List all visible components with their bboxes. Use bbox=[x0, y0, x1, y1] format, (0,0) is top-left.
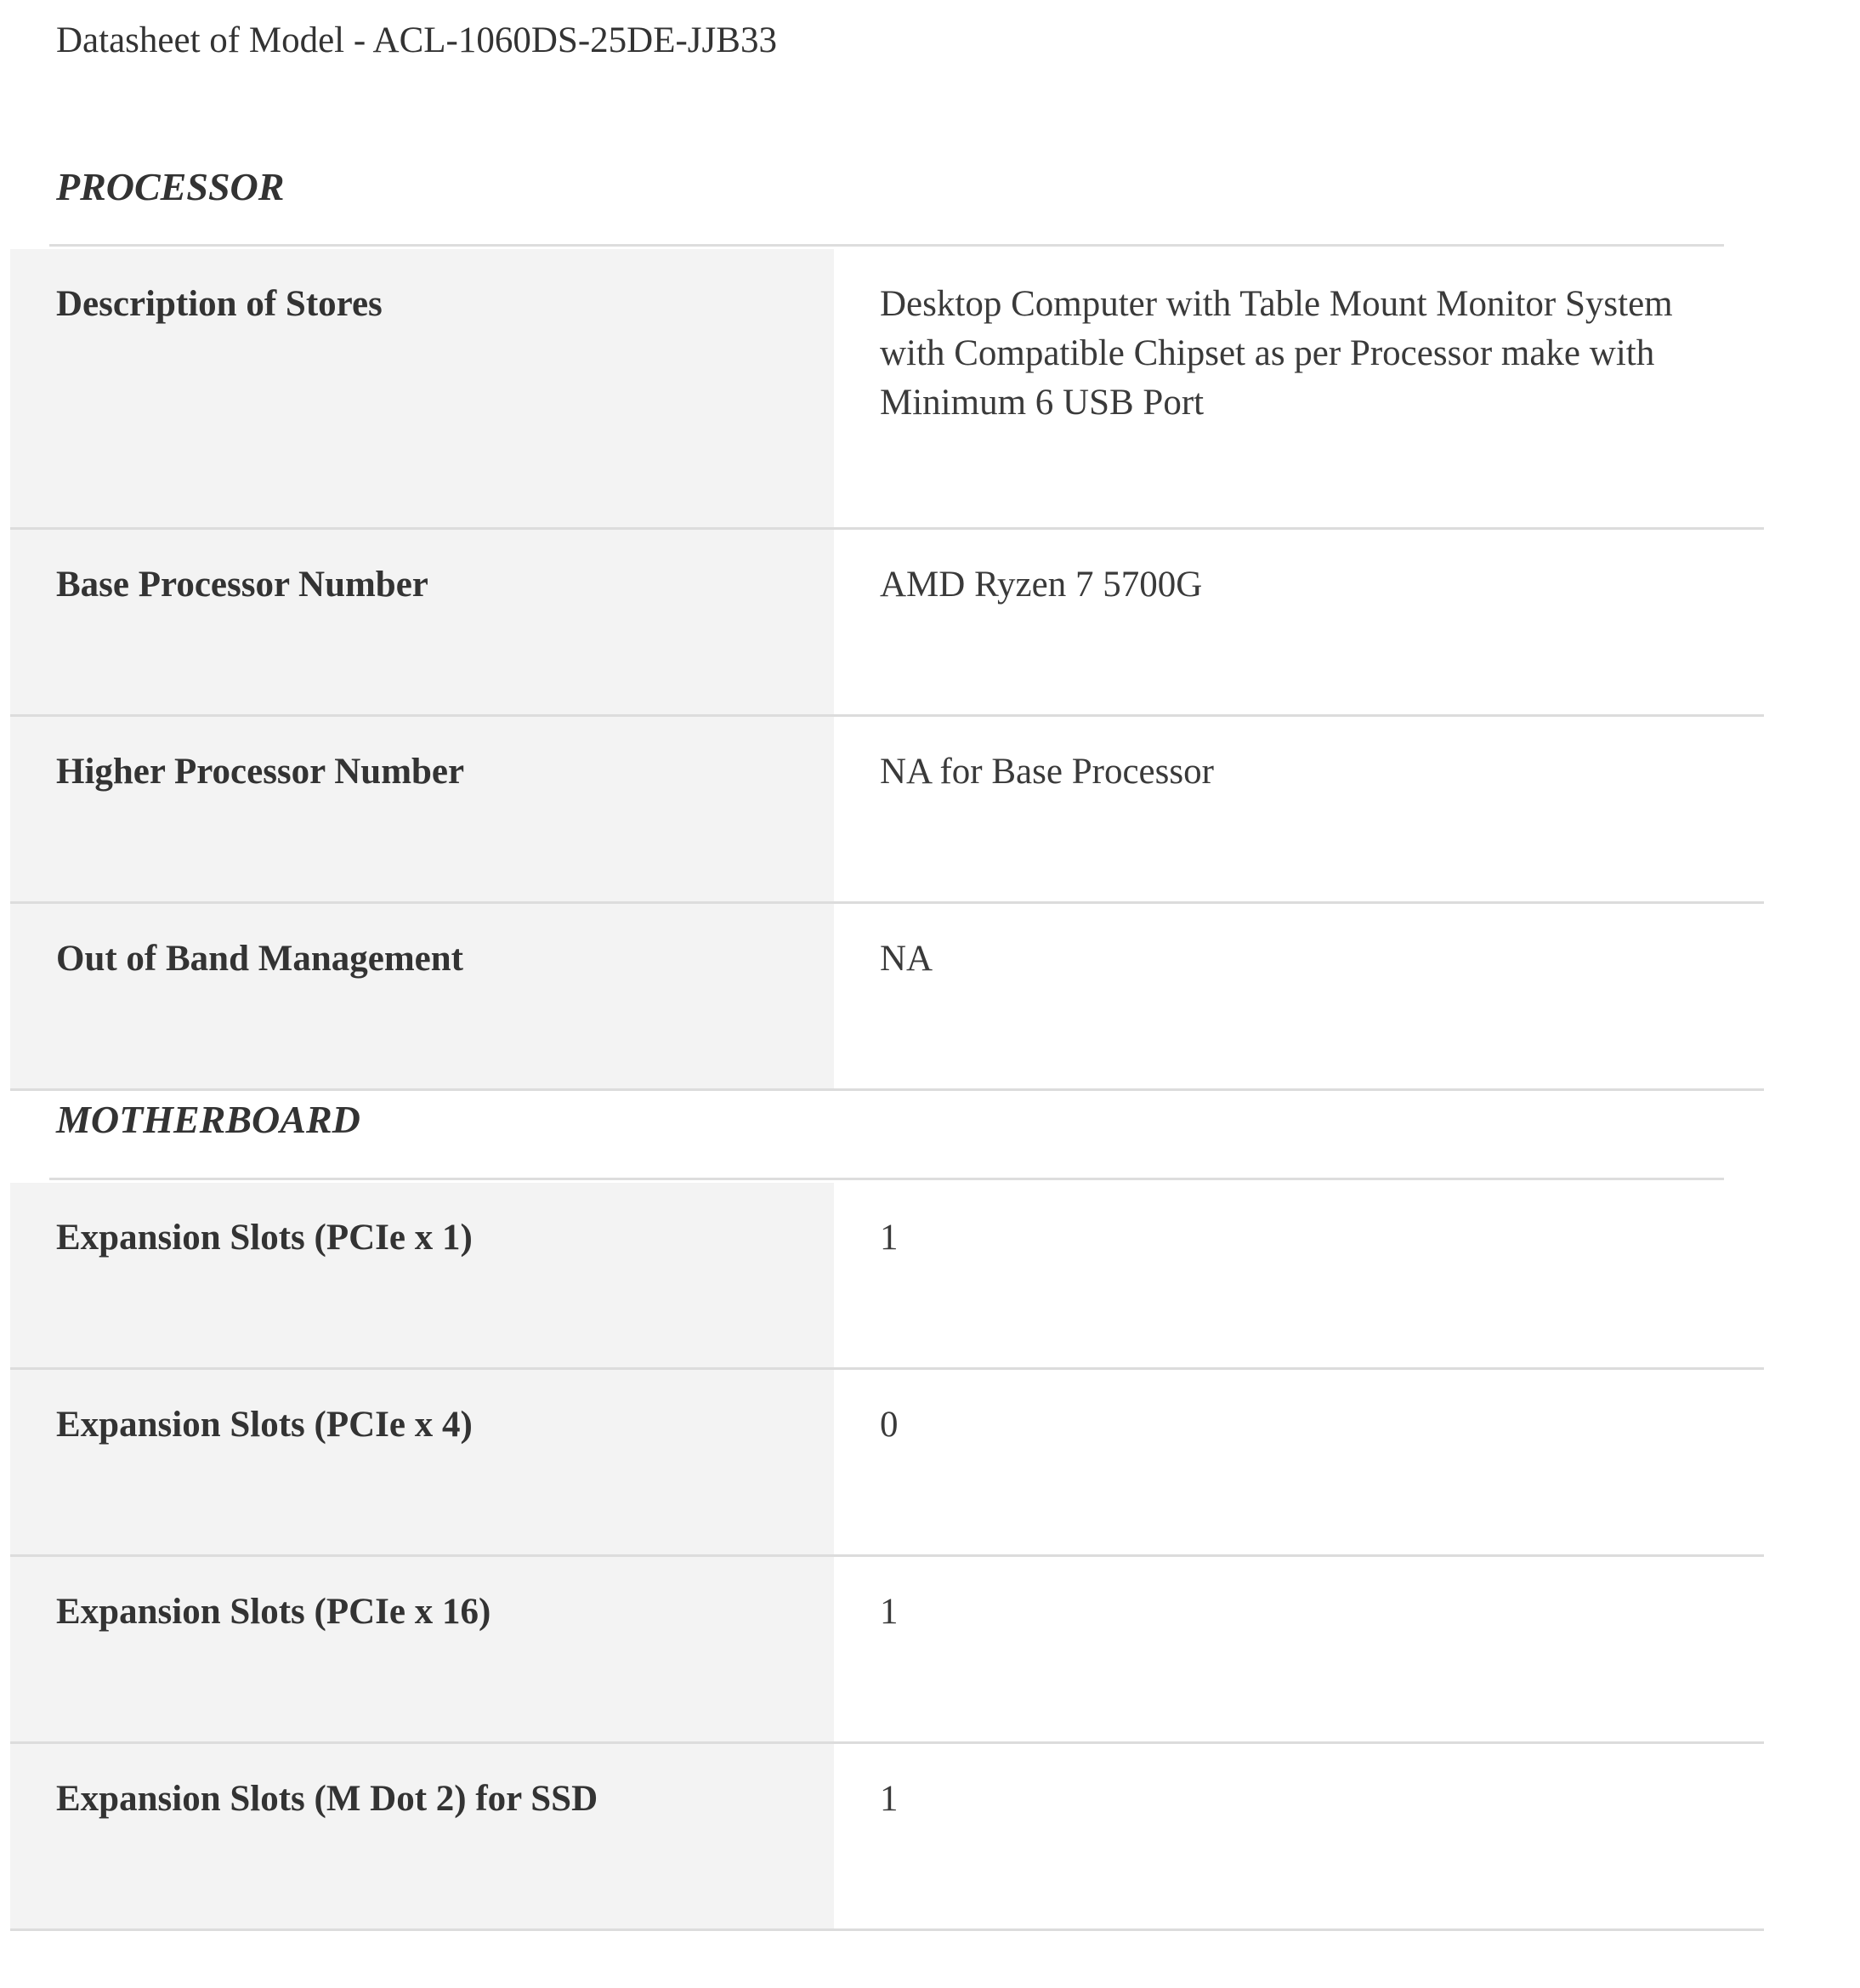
table-row bbox=[10, 249, 1764, 530]
section-heading-motherboard: MOTHERBOARD bbox=[56, 1098, 360, 1141]
table-row bbox=[10, 1183, 1764, 1370]
table-row bbox=[10, 530, 1764, 717]
spec-label: Out of Band Management bbox=[10, 904, 834, 1088]
spec-value: NA bbox=[880, 939, 933, 979]
table-row bbox=[10, 1744, 1764, 1931]
spec-value: 0 bbox=[880, 1405, 899, 1445]
motherboard-spec-table bbox=[10, 1183, 1764, 1931]
spec-value: AMD Ryzen 7 5700G bbox=[880, 565, 1203, 605]
table-row bbox=[10, 717, 1764, 904]
section-divider bbox=[49, 244, 1724, 247]
spec-label: Expansion Slots (PCIe x 4) bbox=[10, 1370, 834, 1554]
spec-label: Expansion Slots (M Dot 2) for SSD bbox=[10, 1744, 834, 1928]
spec-value: NA for Base Processor bbox=[880, 752, 1214, 792]
spec-label: Description of Stores bbox=[10, 249, 834, 527]
spec-value: Desktop Computer with Table Mount Monitor System with Compatible Chipset as per Processor make with Minimum 6 USB Port bbox=[880, 284, 1673, 423]
section-heading-processor: PROCESSOR bbox=[56, 165, 285, 208]
section-divider bbox=[49, 1178, 1724, 1180]
table-row bbox=[10, 1370, 1764, 1557]
spec-label: Base Processor Number bbox=[10, 530, 834, 714]
spec-label: Higher Processor Number bbox=[10, 717, 834, 901]
document-title: Datasheet of Model - ACL-1060DS-25DE-JJB33 bbox=[56, 20, 777, 60]
spec-label: Expansion Slots (PCIe x 16) bbox=[10, 1557, 834, 1741]
spec-value: 1 bbox=[880, 1779, 899, 1819]
spec-value: 1 bbox=[880, 1592, 899, 1632]
processor-spec-table bbox=[10, 249, 1764, 1091]
table-row bbox=[10, 1557, 1764, 1744]
spec-label: Expansion Slots (PCIe x 1) bbox=[10, 1183, 834, 1367]
spec-value: 1 bbox=[880, 1218, 899, 1258]
table-row bbox=[10, 904, 1764, 1091]
